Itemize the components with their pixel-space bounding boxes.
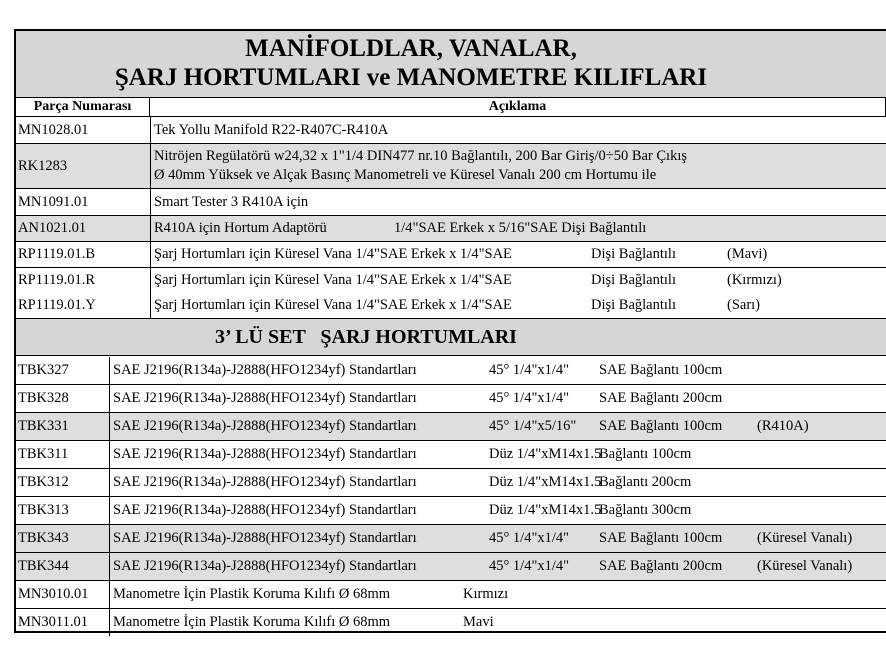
standard-text: SAE J2196(R134a)-J2888(HFO1234yf) Standartları (113, 558, 417, 574)
standard-text: SAE J2196(R134a)-J2888(HFO1234yf) Standartları (113, 362, 417, 378)
table-row (16, 525, 886, 552)
part-description (150, 216, 886, 241)
description-line: Nitröjen Regülatörü w24,32 x 1"1/4 DIN477 nr.10 Bağlantılı, 200 Bar Giriş/0÷50 Bar Çıkış (154, 148, 688, 164)
table-row (16, 441, 886, 468)
description-part: Şarj Hortumları için Küresel Vana 1/4"SAE Erkek x 1/4"SAE (154, 272, 512, 288)
table-row (16, 385, 886, 412)
part-code: TBK327 (18, 362, 69, 378)
note-text: (Küresel Vanalı) (757, 558, 853, 574)
part-code: RP1119.01.R (18, 272, 96, 288)
description-part: Şarj Hortumları için Küresel Vana 1/4"SAE Erkek x 1/4"SAE (154, 297, 512, 313)
title-band (16, 31, 886, 97)
table-row (16, 553, 886, 580)
table-row (16, 609, 886, 636)
section-title (16, 326, 716, 349)
section-title-part: ŞARJ HORTUMLARI (320, 326, 517, 348)
part-description: Tek Yollu Manifold R22-R407C-R410A (150, 117, 886, 143)
table-row (16, 293, 886, 318)
connection-text: SAE Bağlantı 100cm (599, 418, 723, 434)
section-band-hose-sets (16, 318, 886, 356)
part-description (150, 268, 886, 293)
part-code: MN1028.01 (18, 122, 89, 138)
connection-text: SAE Bağlantı 200cm (599, 558, 723, 574)
part-description (150, 242, 886, 267)
fitting-text: 45° 1/4"x5/16" (489, 418, 577, 434)
part-code: TBK331 (18, 418, 69, 434)
table-row (16, 497, 886, 524)
fitting-text: 45° 1/4"x1/4" (489, 362, 570, 378)
part-description (109, 581, 886, 608)
part-code: TBK311 (18, 446, 69, 462)
table-row (16, 469, 886, 496)
part-description (109, 609, 886, 636)
standard-text: SAE J2196(R134a)-J2888(HFO1234yf) Standartları (113, 474, 417, 490)
part-code: MN3010.01 (18, 586, 89, 602)
standard-text: SAE J2196(R134a)-J2888(HFO1234yf) Standartları (113, 390, 417, 406)
fitting-text: 45° 1/4"x1/4" (489, 530, 570, 546)
fitting-text: Düz 1/4"xM14x1.5 (489, 474, 602, 490)
description-part: Şarj Hortumları için Küresel Vana 1/4"SAE Erkek x 1/4"SAE (154, 246, 512, 262)
part-description: Smart Tester 3 R410A için (150, 189, 886, 215)
part-code: AN1021.01 (18, 220, 87, 236)
fitting-text: Düz 1/4"xM14x1.5 (489, 446, 602, 462)
part-description (109, 469, 886, 496)
standard-text: SAE J2196(R134a)-J2888(HFO1234yf) Standartları (113, 502, 417, 518)
description-part: Dişi Bağlantılı (591, 297, 676, 313)
part-description (150, 144, 886, 188)
description-text: Manometre İçin Plastik Koruma Kılıfı Ø 68mm (113, 614, 391, 630)
part-description (109, 385, 886, 412)
color-note: (Mavi) (727, 246, 768, 262)
description-line: Ø 40mm Yüksek ve Alçak Basınç Manometreli ve Küresel Vanalı 200 cm Hortumu ile (154, 167, 657, 183)
connection-text: Bağlantı 300cm (599, 502, 692, 518)
color-note: (Sarı) (727, 297, 761, 313)
part-code: RP1119.01.Y (18, 297, 96, 313)
part-code: MN3011.01 (18, 614, 88, 630)
color-note: Kırmızı (463, 586, 509, 602)
connection-text: SAE Bağlantı 100cm (599, 530, 723, 546)
fitting-text: Düz 1/4"xM14x1.5 (489, 502, 602, 518)
part-description (109, 441, 886, 468)
description-part: 1/4"SAE Erkek x 5/16"SAE Dişi Bağlantılı (394, 220, 647, 236)
part-code: RK1283 (18, 158, 68, 174)
table-row (16, 144, 886, 188)
part-code: RP1119.01.B (18, 246, 96, 262)
description-text: Manometre İçin Plastik Koruma Kılıfı Ø 68mm (113, 586, 391, 602)
color-note: (Kırmızı) (727, 272, 782, 288)
fitting-text: 45° 1/4"x1/4" (489, 558, 570, 574)
part-description (109, 525, 886, 552)
part-description (109, 357, 886, 384)
table-row (16, 581, 886, 608)
part-code: TBK328 (18, 390, 69, 406)
standard-text: SAE J2196(R134a)-J2888(HFO1234yf) Standartları (113, 418, 417, 434)
part-description (109, 497, 886, 524)
table-row (16, 216, 886, 241)
table-row (16, 117, 886, 143)
connection-text: SAE Bağlantı 200cm (599, 390, 723, 406)
header-part-number: Parça Numarası (16, 97, 150, 117)
title-line-2: ŞARJ HORTUMLARI ve MANOMETRE KILIFLARI (114, 64, 708, 91)
table-row (16, 268, 886, 293)
connection-text: Bağlantı 200cm (599, 474, 692, 490)
catalog-sheet (14, 29, 886, 633)
table-row (16, 189, 886, 215)
note-text: (Küresel Vanalı) (757, 530, 853, 546)
table-row (16, 242, 886, 267)
color-note: Mavi (463, 614, 494, 630)
title-line-1: MANİFOLDLAR, VANALAR, (245, 35, 577, 62)
part-code: TBK313 (18, 502, 69, 518)
standard-text: SAE J2196(R134a)-J2888(HFO1234yf) Standartları (113, 530, 417, 546)
part-code: MN1091.01 (18, 194, 89, 210)
table-row (16, 413, 886, 440)
part-code: TBK343 (18, 530, 69, 546)
part-description (109, 553, 886, 580)
standard-text: SAE J2196(R134a)-J2888(HFO1234yf) Standartları (113, 446, 417, 462)
description-part: R410A için Hortum Adaptörü (154, 220, 327, 236)
header-description: Açıklama (150, 97, 886, 117)
connection-text: SAE Bağlantı 100cm (599, 362, 723, 378)
description-part: Dişi Bağlantılı (591, 246, 676, 262)
part-code: TBK312 (18, 474, 69, 490)
fitting-text: 45° 1/4"x1/4" (489, 390, 570, 406)
section-title-part: 3’ LÜ SET (215, 326, 306, 348)
note-text: (R410A) (757, 418, 809, 434)
part-description (109, 413, 886, 440)
table-row (16, 357, 886, 384)
part-code: TBK344 (18, 558, 69, 574)
connection-text: Bağlantı 100cm (599, 446, 692, 462)
part-description (150, 293, 886, 318)
description-part: Dişi Bağlantılı (591, 272, 676, 288)
